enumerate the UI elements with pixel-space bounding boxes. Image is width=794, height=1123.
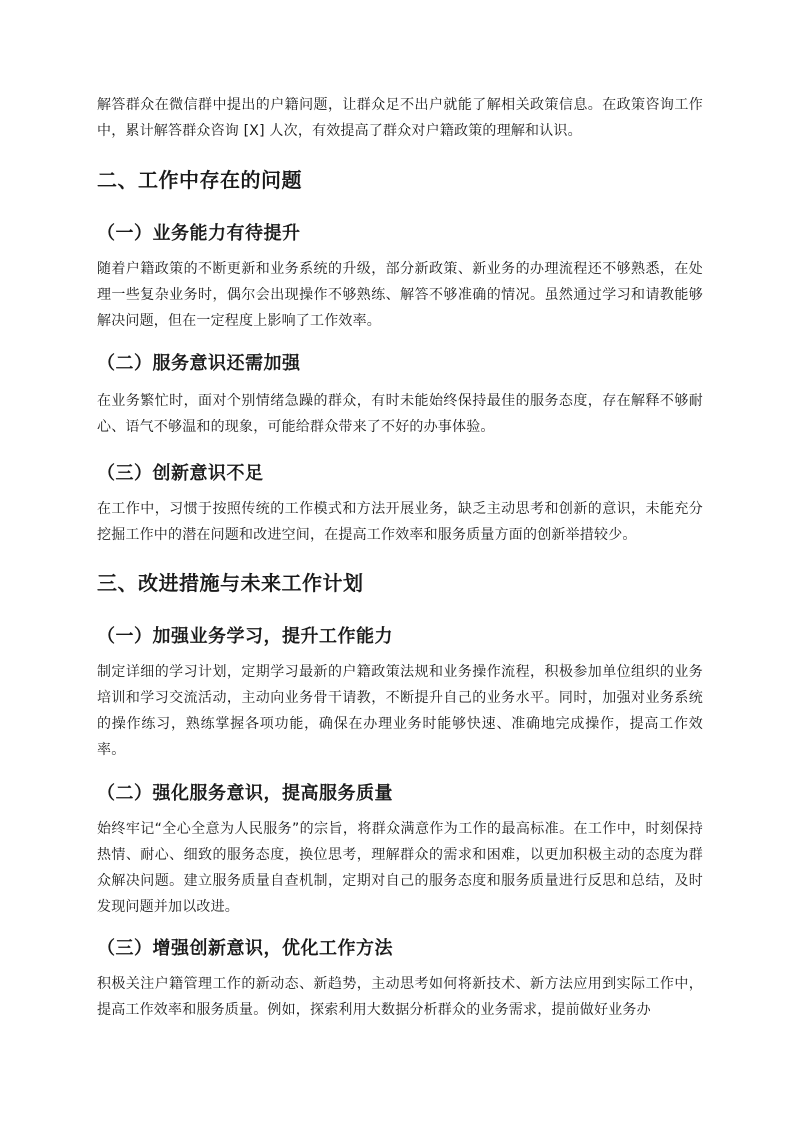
section-2-1-heading: （一）业务能力有待提升 <box>97 223 301 244</box>
section-2-3-heading: （三）创新意识不足 <box>97 463 264 484</box>
section-3-heading: 三、改进措施与未来工作计划 <box>97 571 364 595</box>
section-3-1-heading: （一）加强业务学习，提升工作能力 <box>97 626 393 647</box>
section-2-1-paragraph: 随着户籍政策的不断更新和业务系统的升级，部分新政策、新业务的办理流程还不够熟悉，在处理一些复杂业务时，偶尔会出现操作不够熟练、解答不够准确的情况。虽然通过学习和请教能够解决问题，但在一定程度上影响了工作效率。 <box>97 261 703 329</box>
section-2-2-heading: （二）服务意识还需加强 <box>97 353 301 374</box>
section-2-heading: 二、工作中存在的问题 <box>97 168 302 192</box>
section-3-1-paragraph: 制定详细的学习计划，定期学习最新的户籍政策法规和业务操作流程，积极参加单位组织的业务培训和学习交流活动，主动向业务骨干请教，不断提升自己的业务水平。同时，加强对业务系统的操作练习，熟练掌握各项功能，确保在办理业务时能够快速、准确地完成操作，提高工作效率。 <box>97 664 703 758</box>
intro-paragraph: 解答群众在微信群中提出的户籍问题，让群众足不出户就能了解相关政策信息。在政策咨询工作中，累计解答群众咨询 [X] 人次，有效提高了群众对户籍政策的理解和认识。 <box>97 97 703 139</box>
section-2-2-paragraph: 在业务繁忙时，面对个别情绪急躁的群众，有时未能始终保持最佳的服务态度，存在解释不够耐心、语气不够温和的现象，可能给群众带来了不好的办事体验。 <box>97 393 703 435</box>
section-3-2-paragraph: 始终牢记“全心全意为人民服务”的宗旨，将群众满意作为工作的最高标准。在工作中，时刻保持热情、耐心、细致的服务态度，换位思考，理解群众的需求和困难，以更加积极主动的态度为群众解决问题。建立服务质量自查机制，定期对自己的服务态度和服务质量进行反思和总结，及时发现问题并加以改进。 <box>97 821 703 915</box>
section-3-3-heading: （三）增强创新意识，优化工作方法 <box>97 938 393 959</box>
section-2-3-paragraph: 在工作中，习惯于按照传统的工作模式和方法开展业务，缺乏主动思考和创新的意识，未能充分挖掘工作中的潜在问题和改进空间，在提高工作效率和服务质量方面的创新举措较少。 <box>97 501 703 543</box>
section-3-3-paragraph: 积极关注户籍管理工作的新动态、新趋势，主动思考如何将新技术、新方法应用到实际工作中，提高工作效率和服务质量。例如，探索利用大数据分析群众的业务需求，提前做好业务办 <box>97 976 703 1018</box>
section-3-2-heading: （二）强化服务意识，提高服务质量 <box>97 783 393 804</box>
